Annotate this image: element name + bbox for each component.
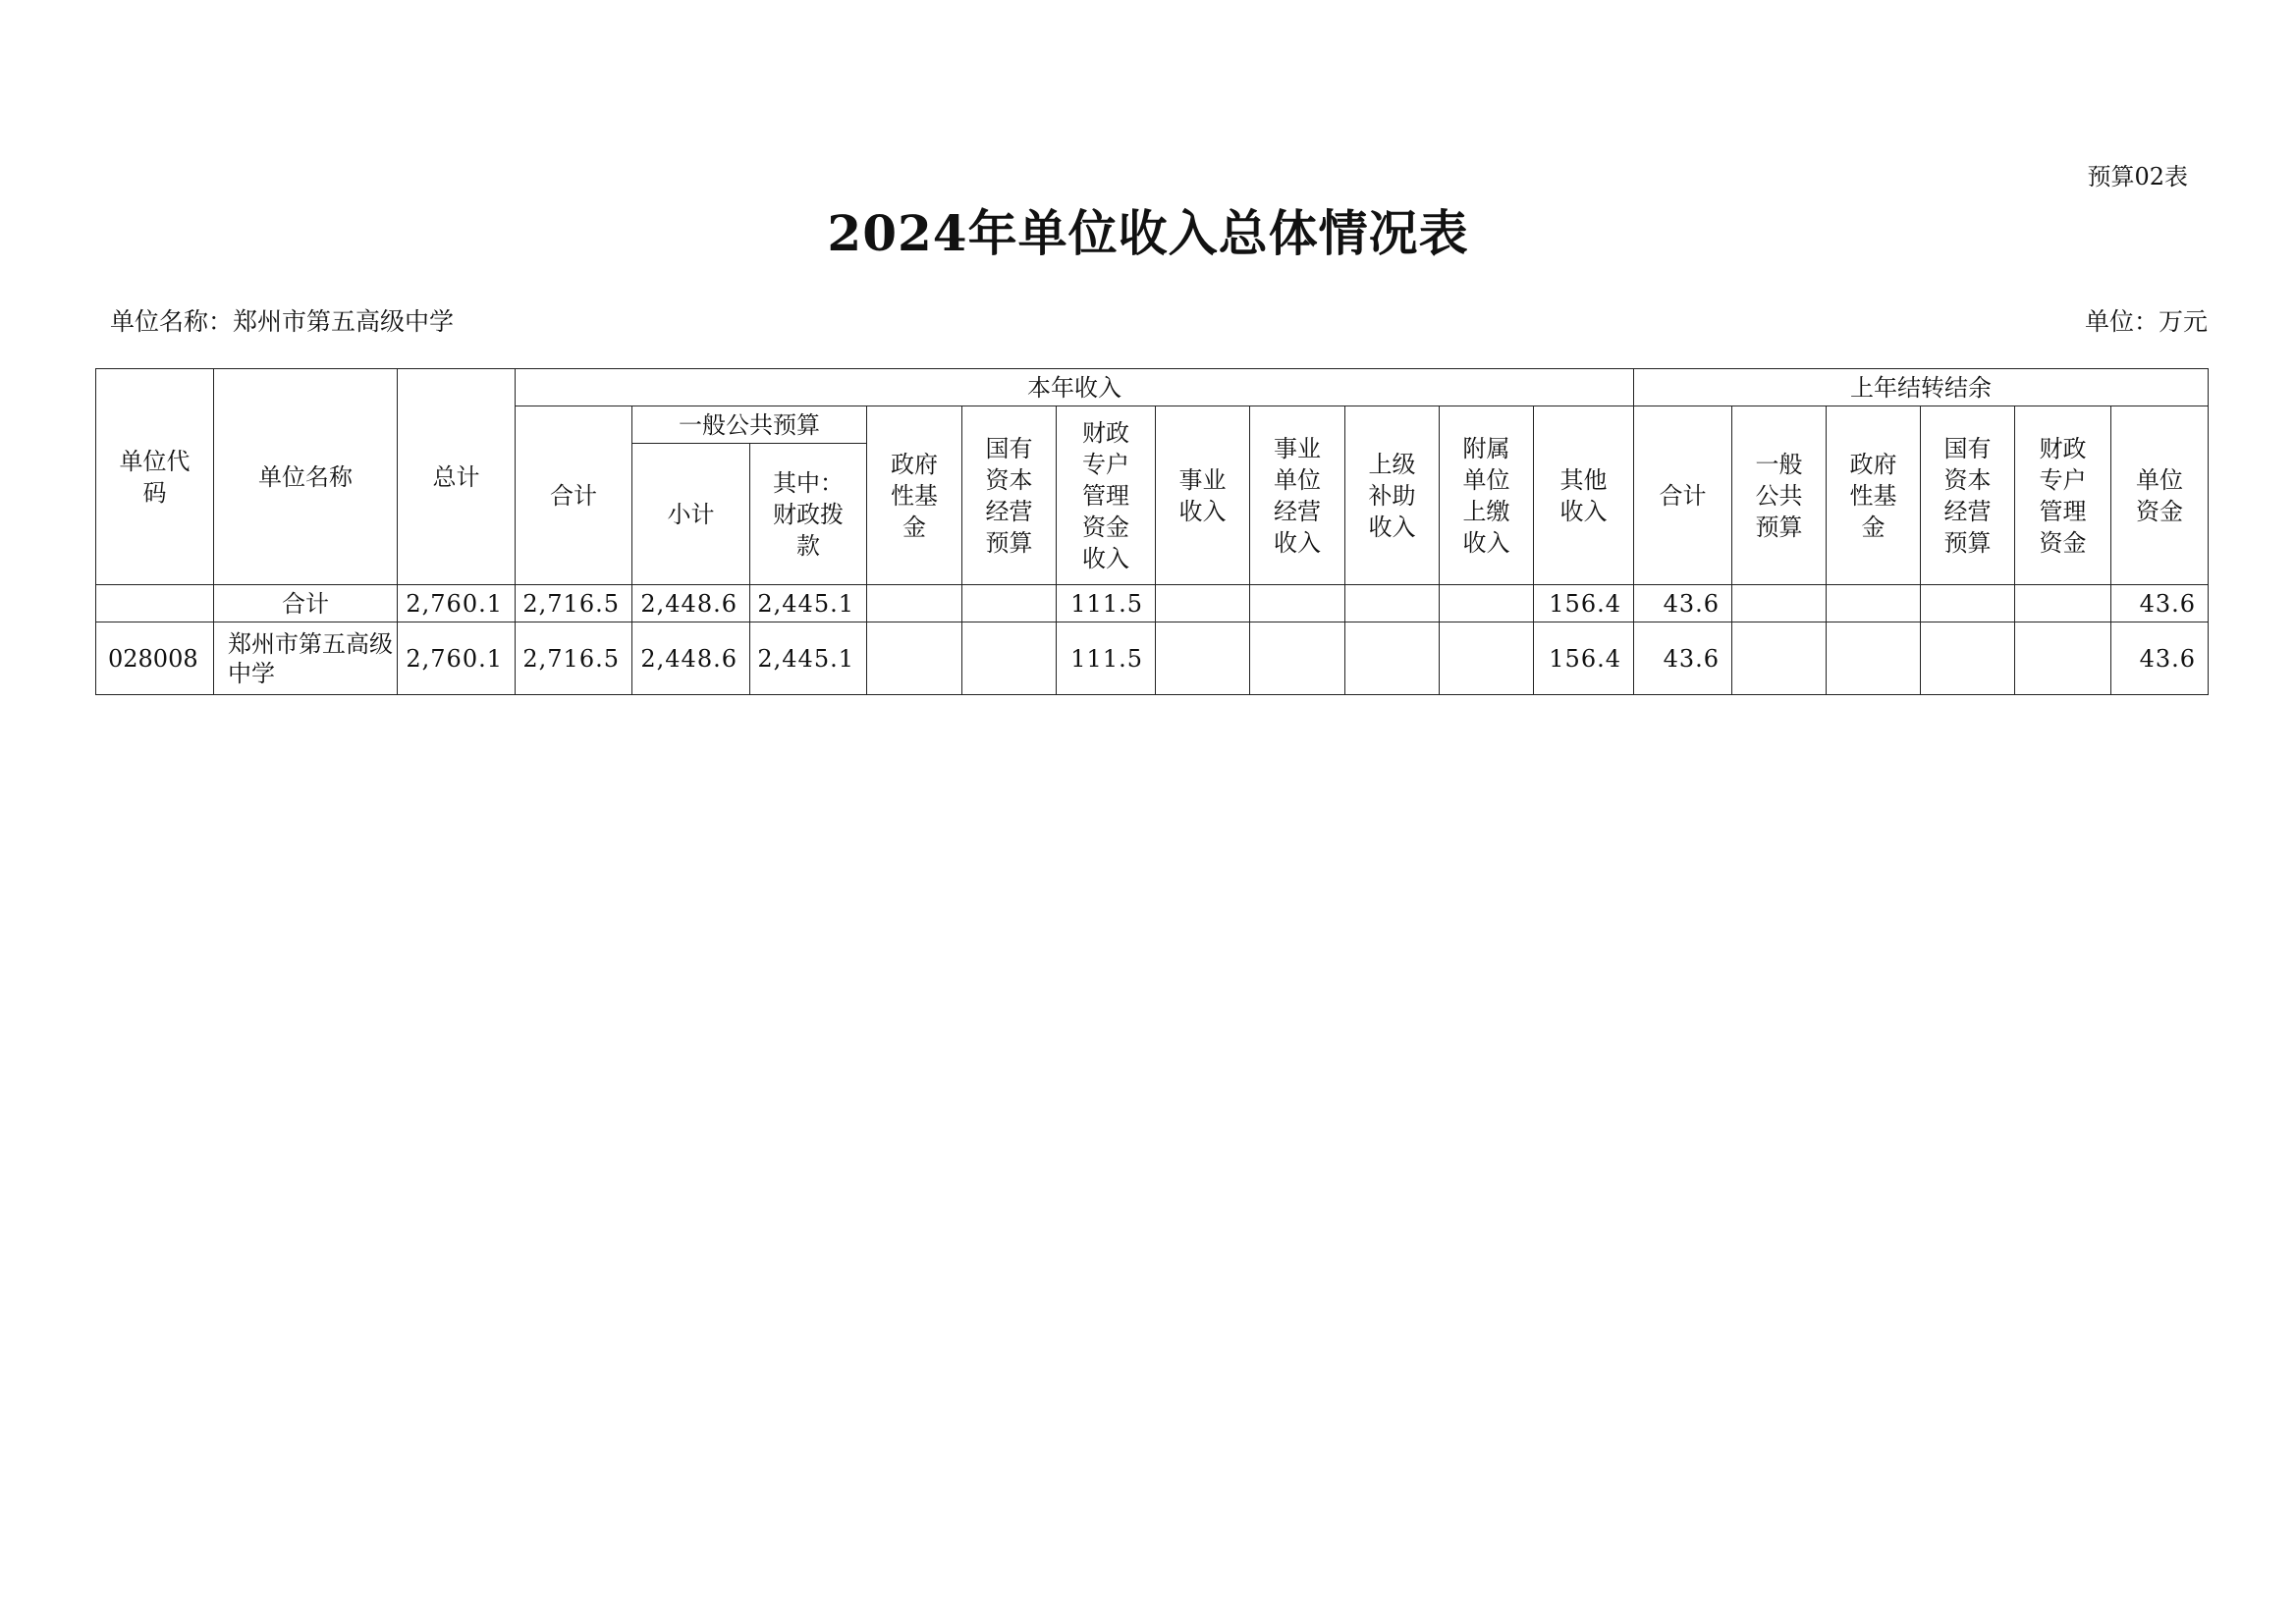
cell-gov-fund [867, 585, 962, 622]
cell-prior-unit-fund: 43.6 [2111, 622, 2209, 695]
cell-gpb-fiscal: 2,445.1 [750, 585, 867, 622]
cell-prior-fiscal-special [2015, 622, 2111, 695]
cell-affiliated-business [1250, 585, 1345, 622]
cell-prior-state-capital [1921, 585, 2015, 622]
header-gov-fund: 政府性基金 [867, 406, 962, 585]
header-superior-subsidy: 上级补助收入 [1345, 406, 1440, 585]
cell-fiscal-special: 111.5 [1057, 585, 1156, 622]
cell-prior-state-capital [1921, 622, 2015, 695]
cell-name: 郑州市第五高级中学 [214, 622, 398, 695]
unit-name-label: 单位名称：郑州市第五高级中学 [110, 307, 455, 336]
cell-state-capital [962, 622, 1057, 695]
header-gpb-fiscal-appropriation: 其中：财政拨款 [750, 444, 867, 585]
page-title: 2024年单位收入总体情况表 [827, 204, 1469, 262]
cell-prior-unit-fund: 43.6 [2111, 585, 2209, 622]
cell-total: 2,760.1 [398, 585, 516, 622]
cell-prior-fiscal-special [2015, 585, 2111, 622]
header-subordinate-payment: 附属单位上缴收入 [1440, 406, 1534, 585]
header-affiliated-business: 事业单位经营收入 [1250, 406, 1345, 585]
header-other-income: 其他收入 [1534, 406, 1634, 585]
form-code: 预算02表 [2087, 163, 2188, 190]
unit-label: 单位：万元 [2084, 307, 2208, 336]
header-prior-state-capital: 国有资本经营预算 [1921, 406, 2015, 585]
cell-subordinate-payment [1440, 622, 1534, 695]
cell-other-income: 156.4 [1534, 585, 1634, 622]
cell-gpb-subtotal: 2,448.6 [632, 585, 750, 622]
header-state-capital: 国有资本经营预算 [962, 406, 1057, 585]
cell-name: 合计 [214, 585, 398, 622]
cell-business-income [1156, 585, 1250, 622]
header-total: 总计 [398, 369, 516, 585]
cell-gpb-subtotal: 2,448.6 [632, 622, 750, 695]
cell-total: 2,760.1 [398, 622, 516, 695]
cell-code: 028008 [96, 622, 214, 695]
cell-prior-total: 43.6 [1634, 622, 1732, 695]
cell-prior-total: 43.6 [1634, 585, 1732, 622]
cell-code [96, 585, 214, 622]
cell-prior-general-public [1732, 585, 1827, 622]
table-row [96, 622, 2209, 695]
cell-prior-general-public [1732, 622, 1827, 695]
income-table [95, 368, 2209, 695]
cell-fiscal-special: 111.5 [1057, 622, 1156, 695]
header-prior-fiscal-special: 财政专户管理资金 [2015, 406, 2111, 585]
cell-state-capital [962, 585, 1057, 622]
cell-business-income [1156, 622, 1250, 695]
header-prior-gov-fund: 政府性基金 [1827, 406, 1921, 585]
header-prior-carryover: 上年结转结余 [1634, 369, 2209, 406]
header-current-income: 本年收入 [516, 369, 1634, 406]
table-row [96, 585, 2209, 622]
cell-subordinate-payment [1440, 585, 1534, 622]
header-unit-code: 单位代码 [96, 369, 214, 585]
header-prior-total: 合计 [1634, 406, 1732, 585]
header-prior-unit-fund: 单位资金 [2111, 406, 2209, 585]
header-prior-general-public: 一般公共预算 [1732, 406, 1827, 585]
cell-cur-total: 2,716.5 [516, 622, 632, 695]
cell-prior-gov-fund [1827, 622, 1921, 695]
header-general-public-budget: 一般公共预算 [632, 406, 867, 444]
cell-superior-subsidy [1345, 622, 1440, 695]
cell-affiliated-business [1250, 622, 1345, 695]
cell-cur-total: 2,716.5 [516, 585, 632, 622]
header-gpb-subtotal: 小计 [632, 444, 750, 585]
header-unit-name: 单位名称 [214, 369, 398, 585]
cell-gpb-fiscal: 2,445.1 [750, 622, 867, 695]
cell-gov-fund [867, 622, 962, 695]
header-fiscal-special: 财政专户管理资金收入 [1057, 406, 1156, 585]
cell-prior-gov-fund [1827, 585, 1921, 622]
header-business-income: 事业收入 [1156, 406, 1250, 585]
cell-superior-subsidy [1345, 585, 1440, 622]
cell-other-income: 156.4 [1534, 622, 1634, 695]
header-cur-total: 合计 [516, 406, 632, 585]
